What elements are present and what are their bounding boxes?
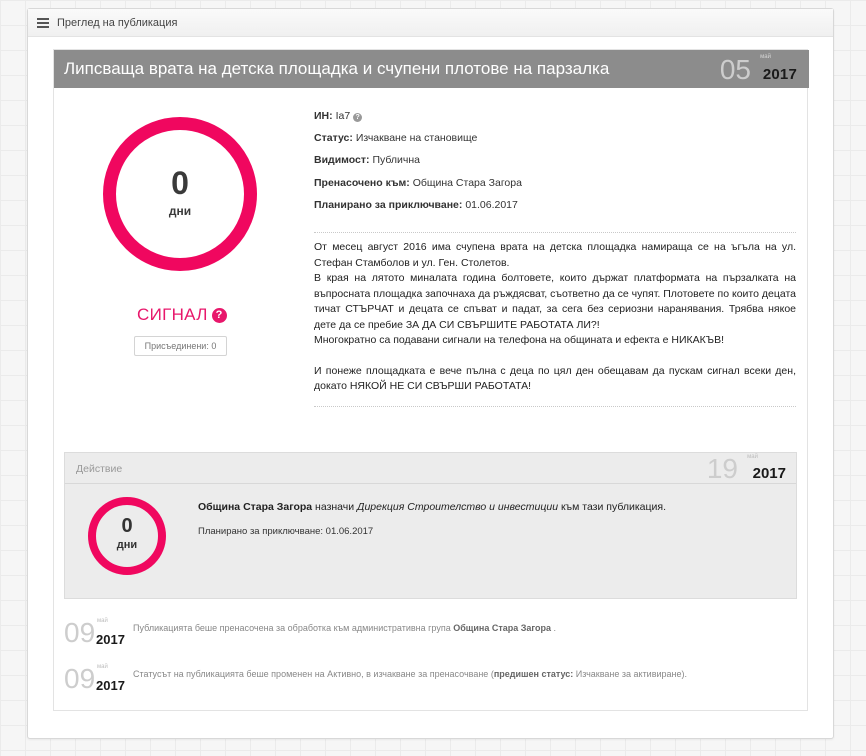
- info-redirected-label: Пренасочено към:: [314, 177, 410, 189]
- info-planned-value: 01.06.2017: [465, 199, 518, 211]
- help-icon[interactable]: ?: [353, 113, 362, 122]
- action-days-ring: [88, 497, 166, 575]
- timeline-text-bold: Община Стара Загора: [453, 623, 552, 633]
- timeline-year: 2017: [96, 632, 125, 647]
- timeline-text-before: Статусът на публикацията беше променен на Активно, в изчакване за пренасочване (: [133, 669, 494, 679]
- action-date-day: 19: [706, 453, 738, 484]
- publication-panel: [27, 8, 834, 739]
- info-redirected: [314, 177, 522, 189]
- timeline-day: 09: [64, 663, 96, 694]
- info-id-value: Ia7: [335, 110, 351, 122]
- action-text: [198, 501, 666, 513]
- info-status: [314, 132, 477, 144]
- publication-type-label: СИГНАЛ: [137, 305, 208, 324]
- action-label: Действие: [76, 463, 123, 475]
- action-days-unit: дни: [116, 539, 138, 551]
- info-redirected-value: Община Стара Загора: [412, 177, 522, 189]
- panel-header: [28, 9, 833, 37]
- info-planned-label: Планирано за приключване:: [314, 199, 463, 211]
- info-visibility-label: Видимост:: [314, 154, 370, 166]
- publication-title-bar: [54, 50, 809, 88]
- description-paragraph: И понеже площадката е вече пълна с деца по цял ден обещавам да пускам сигнал всеки ден, докато НЯКОЙ НЕ СИ СВЪРШИ РАБОТАТА!: [314, 364, 796, 392]
- action-date-month: май: [747, 454, 758, 460]
- action-suffix: към тази публикация.: [558, 501, 666, 513]
- publication-card: [53, 49, 808, 711]
- days-counter-ring: [103, 117, 257, 271]
- action-box: [64, 452, 797, 599]
- timeline-day: 09: [64, 617, 96, 648]
- timeline-month: май: [97, 618, 108, 624]
- publication-description: [314, 232, 796, 407]
- info-visibility-value: Публична: [372, 154, 421, 166]
- info-status-label: Статус:: [314, 132, 353, 144]
- info-visibility: [314, 154, 420, 166]
- timeline-year: 2017: [96, 678, 125, 693]
- publication-date-year: 2017: [762, 66, 797, 83]
- list-icon: [37, 18, 49, 28]
- publication-date-day: 05: [719, 54, 751, 85]
- action-planned: Планирано за приключване: 01.06.2017: [198, 526, 374, 537]
- action-actor: Община Стара Загора: [198, 501, 313, 513]
- timeline-text: [133, 623, 556, 633]
- timeline-text-before: Публикацията беше пренасочена за обработка към административна група: [133, 623, 454, 633]
- info-status-value: Изчакване на становище: [355, 132, 478, 144]
- timeline-text-after: Изчакване за активиране).: [573, 669, 688, 679]
- action-verb: назначи: [312, 501, 358, 513]
- publication-date-month: май: [760, 54, 771, 60]
- info-id: [314, 110, 362, 122]
- question-icon[interactable]: ?: [212, 308, 227, 323]
- panel-title: Преглед на публикация: [57, 16, 178, 29]
- timeline-item: [64, 664, 797, 698]
- description-paragraph: Многократно са подавани сигнали на телефона на общината и ефекта е НИКАКЪВ!: [314, 334, 724, 346]
- info-planned: [314, 199, 518, 211]
- timeline-item: [64, 618, 797, 652]
- description-paragraph: В края на лятото миналата година болтовете, които държат платформата на пързалката на въпросната площадка започнаха да ръждясват, съответно да се чупят. Плотовете по които децата тичат СТЪРЧАТ и децата се спъват и падат, за сега без сериозни наранявания. Трябва някое дете да се пребие ЗА ДА СИ СВЪРШИТЕ РАБОТАТА ЛИ?!: [314, 272, 796, 331]
- timeline-text-after: .: [551, 623, 557, 633]
- days-counter-unit: дни: [168, 204, 192, 218]
- action-days-value: 0: [121, 515, 133, 537]
- publication-title: Липсваща врата на детска площадка и счупени плотове на парзалка: [64, 59, 610, 78]
- info-id-label: ИН:: [314, 110, 333, 122]
- action-target: Дирекция Строителство и инвестиции: [357, 501, 559, 513]
- description-paragraph: От месец август 2016 има счупена врата на детска площадка намираща се на ъгъла на ул. Стефан Стамболов и ул. Ген. Столетов.: [314, 241, 796, 269]
- days-counter-value: 0: [171, 165, 189, 201]
- timeline-month: май: [97, 664, 108, 670]
- joined-button[interactable]: Присъединени: 0: [134, 336, 227, 356]
- publication-type: [137, 305, 227, 325]
- action-header: [65, 453, 796, 484]
- timeline-text-bold: предишен статус:: [493, 669, 574, 679]
- action-date-year: 2017: [752, 465, 786, 482]
- timeline-text: [133, 669, 687, 679]
